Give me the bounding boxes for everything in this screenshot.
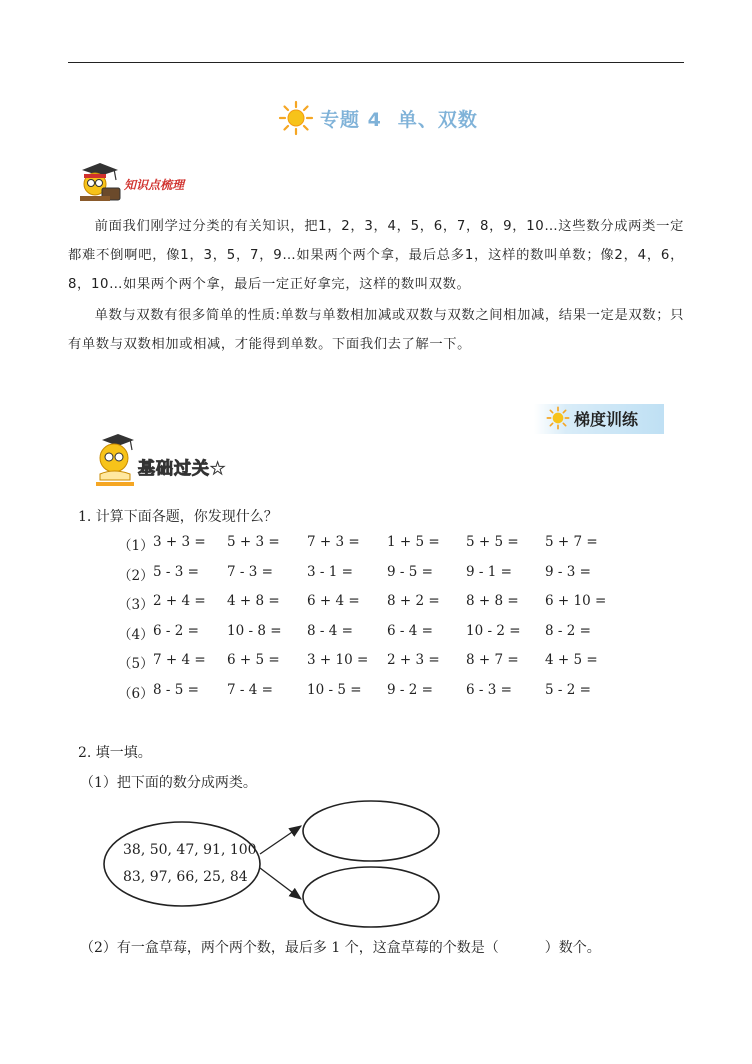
calc-expression[interactable]: 10 - 5 = [307, 681, 362, 698]
calc-expression[interactable]: 8 - 4 = [307, 622, 353, 639]
calc-expression[interactable]: 3 + 10 = [307, 652, 369, 668]
calc-expression[interactable]: 8 + 2 = [387, 593, 440, 609]
question-2-title: 2. 填一填。 [78, 745, 152, 761]
calc-expression[interactable]: 1 + 5 = [387, 534, 440, 550]
calc-expression[interactable]: 7 + 4 = [153, 652, 206, 668]
calc-expression[interactable]: 4 + 8 = [227, 593, 280, 609]
reading-mascot-icon [92, 432, 138, 488]
arrow-up [260, 826, 301, 854]
calc-expression[interactable]: 9 - 2 = [387, 681, 433, 698]
calc-expression[interactable]: 3 + 3 = [153, 534, 206, 550]
calc-row-label: （1） [118, 538, 154, 554]
calc-expression[interactable]: 5 + 7 = [545, 534, 598, 550]
calc-expression[interactable]: 5 + 3 = [227, 534, 280, 550]
calc-expression[interactable]: 5 - 2 = [545, 681, 591, 698]
calc-expression[interactable]: 3 - 1 = [307, 563, 353, 580]
calc-expression[interactable]: 6 - 4 = [387, 622, 433, 639]
intro-paragraph-2: 单数与双数有很多简单的性质:单数与单数相加减或双数与双数之间相加减，结果一定是双数；只有单数与双数相加或相减，才能得到单数。下面我们去了解一下。 [68, 308, 684, 352]
calc-expression[interactable]: 8 + 8 = [466, 593, 519, 609]
numbers-line-2: 83, 97, 66, 25, 84 [123, 869, 248, 885]
calc-row-label: （3） [118, 597, 154, 613]
calc-expression[interactable]: 6 - 3 = [466, 681, 512, 698]
calc-expression[interactable]: 8 - 2 = [545, 622, 591, 639]
calc-expression[interactable]: 10 - 8 = [227, 622, 282, 639]
numbers-ellipse [104, 822, 260, 906]
calc-row-label: （4） [118, 626, 154, 643]
calc-expression[interactable]: 6 + 10 = [545, 593, 607, 609]
basic-level-label: 基础过关★ [138, 459, 227, 479]
question-1-title: 1. 计算下面各题，你发现什么？ [78, 509, 278, 525]
calc-expression[interactable]: 2 + 3 = [387, 652, 440, 668]
calc-expression[interactable]: 4 + 5 = [545, 652, 598, 668]
question-2-part-2 [80, 937, 601, 957]
question-2-part-2-end: ）数个。 [544, 940, 601, 956]
calc-expression[interactable]: 6 + 5 = [227, 652, 280, 668]
section-label: 梯度训练 [574, 410, 639, 429]
topic-number: 专题 4 [320, 108, 382, 131]
scholar-mascot-icon [76, 160, 124, 204]
numbers-line-1: 38, 50, 47, 91, 100 [123, 842, 257, 858]
intro-paragraph-1: 前面我们刚学过分类的有关知识，把1，2，3，4，5，6，7，8，9，10…这些数分成两类一定都难不倒啊吧，像1，3，5，7，9…如果两个两个拿，最后总多1，这样的数叫单数；像2，4，6，8，10…如果两个两个拿，最后一定正好拿完，这样的数叫双数。 [68, 219, 684, 292]
calc-expression[interactable]: 5 + 5 = [466, 534, 519, 550]
calc-expression[interactable]: 9 - 3 = [545, 563, 591, 580]
calc-expression[interactable]: 8 + 7 = [466, 652, 519, 668]
calc-expression[interactable]: 6 - 2 = [153, 622, 199, 639]
classification-diagram [100, 796, 450, 932]
header-rule [68, 62, 684, 63]
calc-row-label: （2） [118, 567, 154, 584]
calc-row-label: （5） [118, 656, 154, 672]
knowledge-points-label: 知识点梳理 [124, 178, 185, 192]
question-2-part-2-text: （2）有一盒草莓，两个两个数，最后多 1 个，这盒草莓的个数是（ [80, 940, 499, 956]
calc-expression[interactable]: 7 - 4 = [227, 681, 273, 698]
calc-expression[interactable]: 5 - 3 = [153, 563, 199, 580]
question-2-part-1: （1）把下面的数分成两类。 [80, 775, 257, 791]
calc-expression[interactable]: 9 - 5 = [387, 563, 433, 580]
calc-expression[interactable]: 7 - 3 = [227, 563, 273, 580]
calc-expression[interactable]: 6 + 4 = [307, 593, 360, 609]
sun-icon-small [546, 406, 570, 430]
calc-expression[interactable]: 9 - 1 = [466, 563, 512, 580]
answer-ellipse-2[interactable] [303, 867, 439, 927]
calc-row-label: （6） [118, 685, 154, 702]
sun-icon [278, 100, 314, 136]
arrow-down [260, 868, 301, 899]
calc-expression[interactable]: 7 + 3 = [307, 534, 360, 550]
topic-title [278, 98, 478, 138]
calc-expression[interactable]: 8 - 5 = [153, 681, 199, 698]
answer-ellipse-1[interactable] [303, 801, 439, 861]
calc-expression[interactable]: 10 - 2 = [466, 622, 521, 639]
calc-expression[interactable]: 2 + 4 = [153, 593, 206, 609]
topic-name: 单、双数 [397, 108, 478, 131]
